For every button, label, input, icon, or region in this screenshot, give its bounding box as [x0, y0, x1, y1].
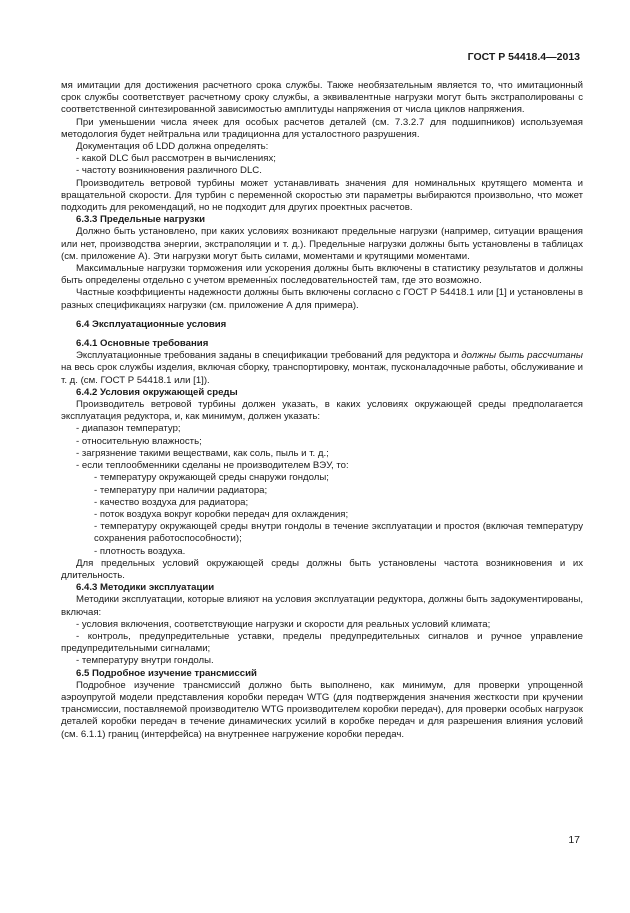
paragraph: Подробное изучение трансмиссий должно быть выполнено, как минимум, для проверки упрощенной аэроупругой модели представления коробки передач WTG (для подтверждения значения жесткости при кручении трансмиссии, поставляемой производителю WTG производителем коробки передач), для проверки особых нагрузок деталей коробки передач в течение динамических усилий в коробке передач и для разрешения влияния условий (см. 6.1.1) границ (интерфейса) на внутреннее нагружение коробки передач. [61, 679, 583, 740]
paragraph: мя имитации для достижения расчетного срока службы. Также необязательным является то, что имитационный срок службы соответствует расчетному сроку службы, а эквивалентные нагрузки могут быть экстраполированы с соответственной синтезированной зависимостью амплитуды напряжения от числа циклов напряжения. [61, 80, 583, 116]
list-item: - температуру окружающей среды снаружи гондолы; [94, 472, 329, 484]
list-item: - относительную влажность; [76, 435, 202, 447]
paragraph: Для предельных условий окружающей среды должны быть установлены частота возникновения и их длительность. [61, 557, 583, 581]
paragraph: Должно быть установлено, при каких условиях возникают предельные нагрузки (например, ситуации вращения или нет, производства энергии, экстраполяции и т. д.). Предельные нагрузки должны быть установлены в таблицах (см. приложение А). Эти нагрузки могут быть силами, моментами и крутящими моментами. [61, 226, 583, 262]
page-number: 17 [568, 834, 580, 846]
emphasis-text: должны быть рассчитаны [461, 350, 583, 362]
paragraph: При уменьшении числа ячеек для особых расчетов деталей (см. 7.3.2.7 для подшипников) используемая методология будет нейтральна или традиционна для усталостного разрушения. [61, 116, 583, 140]
list-item: - поток воздуха вокруг коробки передач для охлаждения; [94, 508, 349, 520]
page-body [61, 80, 583, 741]
paragraph: Максимальные нагрузки торможения или ускорения должны быть включены в статистику результатов и должны быть определены отдельно с учетом временны́х последовательностей там, где это возможно. [61, 263, 583, 287]
list-item: - частоту возникновения различного DLC. [76, 165, 262, 177]
list-item: - плотность воздуха. [94, 545, 186, 557]
section-heading: 6.4.1 Основные требования [76, 338, 209, 350]
section-heading: 6.4 Эксплуатационные условия [76, 318, 227, 330]
list-item: - качество воздуха для радиатора; [94, 496, 249, 508]
paragraph [61, 350, 583, 387]
list-item: - диапазон температур; [76, 423, 181, 435]
list-item: - если теплообменники сделаны не производителем ВЭУ, то: [76, 460, 349, 472]
list-item: - температуру внутри гондолы. [76, 655, 214, 667]
paragraph-text: Эксплуатационные требования заданы в спецификации требований для редуктора и [76, 350, 462, 362]
list-item: - контроль, предупредительные уставки, пределы предупредительных сигналов и ручное управление предупредительными сигналами; [61, 630, 583, 655]
section-heading: 6.3.3 Предельные нагрузки [76, 214, 206, 226]
paragraph: Документация об LDD должна определять: [76, 141, 269, 153]
paragraph-text: на весь срок службы изделия, включая сборку, транспортировку, монтаж, пусконаладочные работы, обслуживание и т. д. (см. ГОСТ Р 54418.1 или [1]). [61, 362, 583, 386]
list-item: - какой DLC был рассмотрен в вычислениях; [76, 153, 276, 165]
section-heading: 6.4.2 Условия окружающей среды [76, 386, 238, 398]
list-item: - загрязнение такими веществами, как соль, пыль и т. д.; [76, 447, 329, 459]
list-item: - температуру окружающей среды внутри гондолы в течение эксплуатации и простоя (включая температуру сохранения работоспособности); [94, 521, 583, 545]
document-header: ГОСТ Р 54418.4—2013 [467, 51, 580, 63]
list-item: - условия включения, соответствующие нагрузки и скорости для реальных условий климата; [76, 618, 491, 630]
paragraph: Частные коэффициенты надежности должны быть включены согласно с ГОСТ Р 54418.1 или [1] и установлены в разных спецификациях нагрузки (см. приложение А для примера). [61, 287, 583, 311]
paragraph: Методики эксплуатации, которые влияют на условия эксплуатации редуктора, должны быть задокументированы, включая: [61, 594, 583, 618]
list-item: - температуру при наличии радиатора; [94, 484, 268, 496]
paragraph: Производитель ветровой турбины может устанавливать значения для номинальных крутящего момента и вращательной скорости. Для турбин с переменной скоростью эти параметры выбираются произвольно, что может подходить для рекомендаций, но не подходит для других проектных расчетов. [61, 177, 583, 214]
paragraph: Производитель ветровой турбины должен указать, в каких условиях окружающей среды предполагается эксплуатация редуктора, и, как минимум, должен указать: [61, 399, 583, 423]
section-heading: 6.4.3 Методики эксплуатации [76, 582, 215, 594]
section-heading: 6.5 Подробное изучение трансмиссий [76, 667, 257, 679]
